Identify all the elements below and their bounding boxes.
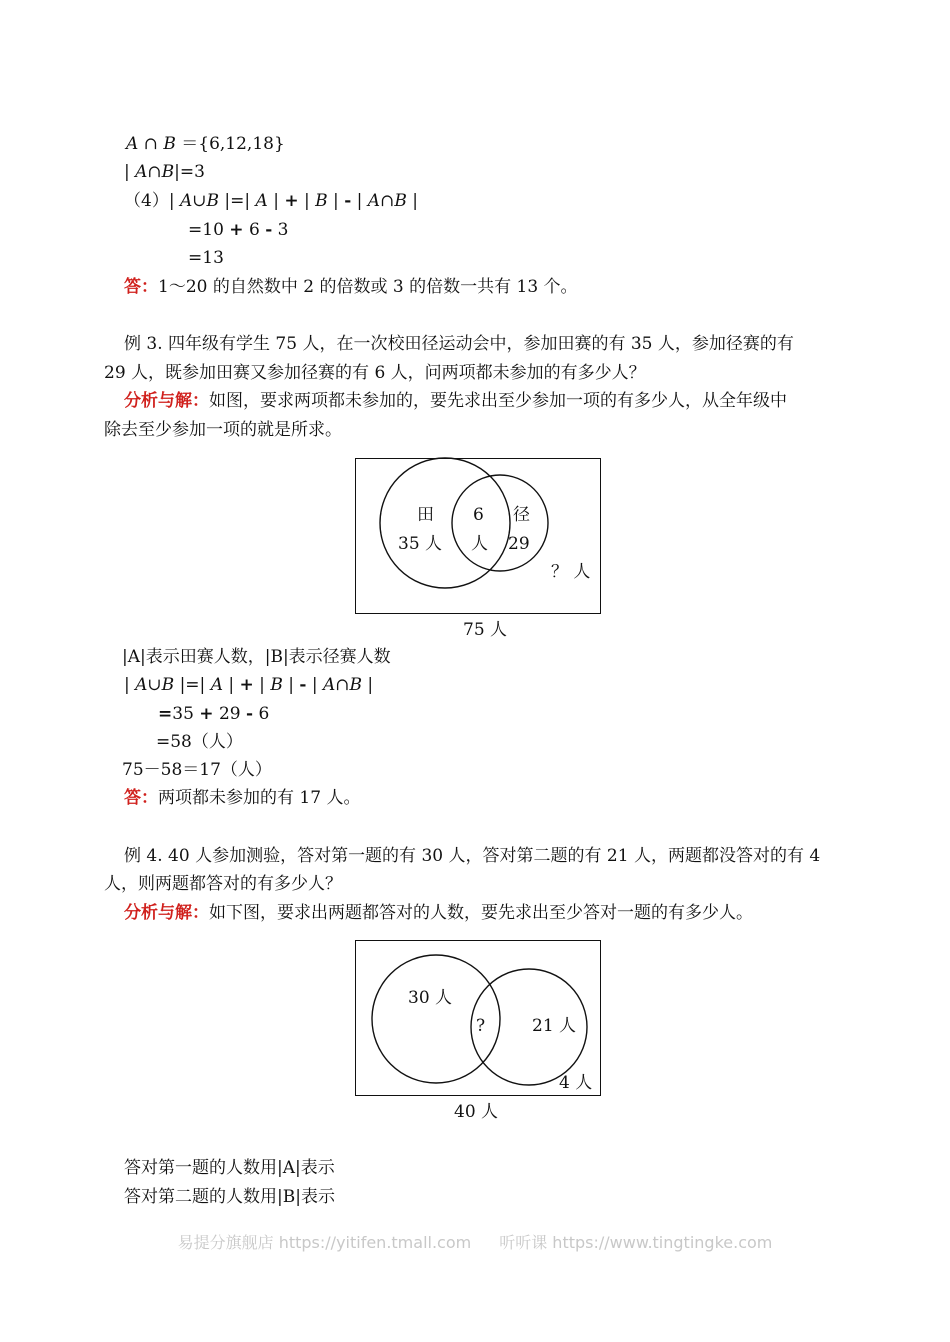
example4-question-line2: 人，则两题都答对的有多少人？ — [104, 874, 342, 894]
union-calc-line: =10 + 6 - 3 — [188, 220, 289, 240]
footer-left-link[interactable]: 易提分旗舰店 https://yitifen.tmall.com — [177, 1233, 472, 1252]
set-intersection-line: A ∩ B ＝{6,12,18} — [126, 134, 285, 154]
footer-right-link[interactable]: 听听课 https://www.tingtingke.com — [499, 1233, 773, 1252]
venn1-overlap-value: 6 — [473, 505, 484, 525]
example3-formula: | A∪B |=| A | + | B | - | A∩B | — [124, 675, 374, 695]
example3-analysis-line2: 除去至少参加一项的就是所求。 — [104, 420, 342, 440]
example3-question-line1: 例 3. 四年级有学生 75 人，在一次校田径运动会中，参加田赛的有 35 人，参加径赛的有 — [124, 334, 794, 354]
example3-analysis-line1: 分析与解：如图，要求两项都未参加的，要先求出至少参加一项的有多少人，从全年级中 — [124, 391, 787, 411]
example4-def-b: 答对第二题的人数用|B|表示 — [124, 1187, 335, 1207]
analysis-label: 分析与解： — [124, 391, 209, 411]
example3-calc2: =58（人） — [156, 732, 243, 752]
example3-calc1: =35 + 29 - 6 — [158, 704, 270, 724]
venn1-right-value: 29 — [508, 534, 530, 554]
example4-analysis: 分析与解：如下图，要求出两题都答对的人数，要先求出至少答对一题的有多少人。 — [124, 903, 753, 923]
venn1-left-title: 田 — [417, 505, 434, 525]
venn2-outside-value: 4 人 — [559, 1073, 593, 1093]
venn2-left-value: 30 人 — [408, 988, 453, 1008]
answer-line: 答：1～20 的自然数中 2 的倍数或 3 的倍数一共有 13 个。 — [124, 277, 578, 297]
example4-question-line1: 例 4. 40 人参加测验，答对第一题的有 30 人，答对第二题的有 21 人，两题都没答对的有 4 — [124, 846, 821, 866]
venn2-overlap-value: ? — [476, 1016, 486, 1036]
venn2-caption: 40 人 — [454, 1102, 499, 1122]
example3-calc3: 75－58＝17（人） — [122, 760, 272, 780]
venn1-right-title: 径 — [513, 505, 530, 525]
venn1-overlap-unit: 人 — [471, 534, 488, 554]
example3-question-line2: 29 人，既参加田赛又参加径赛的有 6 人，问两项都未参加的有多少人？ — [104, 363, 646, 383]
venn1-left-value: 35 人 — [398, 534, 443, 554]
union-result-line: =13 — [188, 248, 224, 268]
venn1-outside-value: ？ 人 — [551, 562, 591, 582]
answer-label: 答： — [124, 788, 158, 808]
union-formula-line: （4）| A∪B |=| A | + | B | - | A∩B | — [124, 191, 418, 211]
example3-definition: |A|表示田赛人数，|B|表示径赛人数 — [122, 647, 391, 667]
answer-label: 答： — [124, 277, 158, 297]
footer-watermark — [0, 1230, 950, 1253]
venn1-caption: 75 人 — [463, 620, 508, 640]
venn2-right-value: 21 人 — [532, 1016, 577, 1036]
intersection-size-line: | A∩B|=3 — [124, 162, 205, 182]
example4-def-a: 答对第一题的人数用|A|表示 — [124, 1158, 335, 1178]
example3-answer: 答：两项都未参加的有 17 人。 — [124, 788, 361, 808]
analysis-label: 分析与解： — [124, 903, 209, 923]
